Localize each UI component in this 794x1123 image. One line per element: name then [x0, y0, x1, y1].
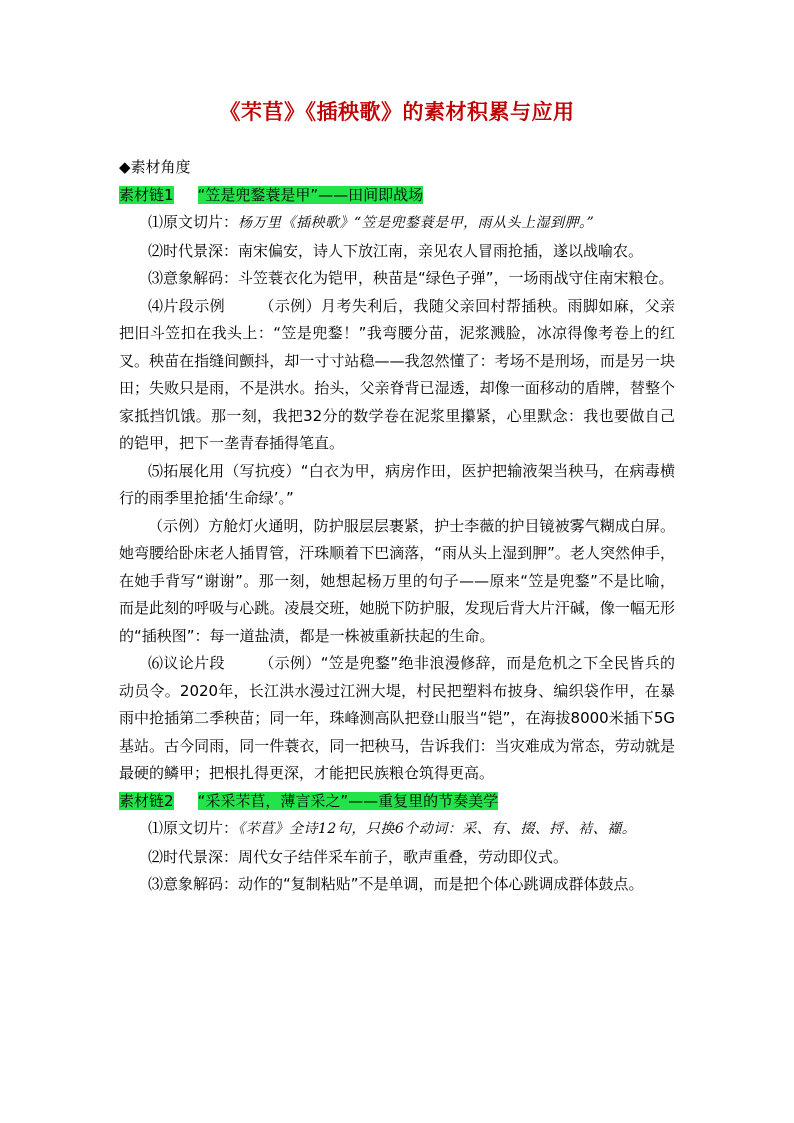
section-title-text: ◆素材角度	[119, 158, 191, 176]
chain1-p1-label: ⑴原文切片：	[148, 213, 239, 231]
chain2-background: ⑵时代景深：周代女子结伴采车前子，歌声重叠，劳动即仪式。	[148, 847, 569, 866]
chain2-original-excerpt	[119, 815, 675, 844]
chain1-p4-label: ⑷片段示例	[148, 296, 226, 315]
section-title	[119, 154, 675, 182]
chain1-heading	[119, 182, 675, 210]
chain2-imagery: ⑶意象解码：动作的“复制粘贴”不是单调，而是把个体心跳调成群体鼓点。	[148, 875, 644, 893]
chain1-original-excerpt	[119, 209, 675, 238]
chain1-heading-num: 素材链1	[119, 185, 174, 204]
chain2-heading	[119, 788, 675, 816]
chain1-p6-text: （示例）“笠是兜鍪”绝非浪漫修辞，而是危机之下全民皆兵的动员令。2020年，长江洪水漫过江洲大堤，村民把塑料布披身、编织袋作甲，在暴雨中抢插第二季秧苗；同一年，珠峰测高队把登山服当“铠”，在海拔8000米插下5G基站。古今同雨，同一件蓑衣，同一把秧马，告诉我们：当灾难成为常态，劳动就是最硬的鳞甲；把根扎得更深，才能把民族粮仓筑得更高。	[119, 654, 675, 782]
chain1-example	[119, 293, 675, 458]
chain1-argument	[119, 650, 675, 788]
chain1-p1-text: 杨万里《插秧歌》“笠是兜鍪蓑是甲，雨从头上湿到胛。”	[238, 215, 595, 231]
chain1-p4-text: （示例）月考失利后，我随父亲回村帮插秧。雨脚如麻，父亲把旧斗笠扣在我头上：“笠是兜鍪！”我弯腰分苗，泥浆溅脸，冰凉得像考卷上的红叉。秧苗在指缝间颤抖，却一寸寸站稳——我忽然懂了：考场不是刑场，而是另一块田；失败只是雨，不是洪水。抬头，父亲脊背已湿透，却像一面移动的盾牌，替整个家抵挡饥饿。那一刻，我把32分的数学卷在泥浆里攥紧，心里默念：我也要做自己的铠甲，把下一垄青春插得笔直。	[119, 296, 675, 452]
chain2-heading-title: “采采芣苢，薄言采之”——重复里的节奏美学	[197, 791, 499, 810]
chain1-extension: ⑸拓展化用（写抗疫）“白衣为甲，病房作田，医护把输液架当秧马，在病毒横行的雨季里抢插‘生命绿’。”	[119, 461, 675, 507]
document-title: 《芣苢》《插秧歌》的素材积累与应用	[219, 100, 575, 124]
chain1-heading-title: “笠是兜鍪蓑是甲”——田间即战场	[197, 185, 424, 204]
document-body	[119, 154, 675, 899]
chain1-extension-example: （示例）方舱灯火通明，防护服层层裹紧，护士李薇的护目镜被雾气糊成白屏。她弯腰给卧床老人插胃管，汗珠顺着下巴滴落，“雨从头上湿到胛”。老人突然伸手，在她手背写“谢谢”。那一刻，她想起杨万里的句子——原来“笠是兜鍪”不是比喻，而是此刻的呼吸与心跳。凌晨交班，她脱下防护服，发现后背大片汗碱，像一幅无形的“插秧图”：每一道盐渍，都是一株被重新扶起的生命。	[119, 516, 675, 645]
chain2-heading-num: 素材链2	[119, 791, 174, 810]
chain2-p1-text: 《芣苢》全诗12句，只换6个动词：采、有、掇、捋、袺、襭。	[238, 821, 637, 837]
chain1-p6-label: ⑹议论片段	[148, 654, 225, 672]
chain1-background: ⑵时代景深：南宋偏安，诗人下放江南，亲见农人冒雨抢插，遂以战喻农。	[148, 241, 644, 260]
chain1-imagery: ⑶意象解码：斗笠蓑衣化为铠甲，秧苗是“绿色子弹”，一场雨战守住南宋粮仓。	[148, 269, 674, 287]
chain2-p1-label: ⑴原文切片：	[148, 819, 239, 837]
